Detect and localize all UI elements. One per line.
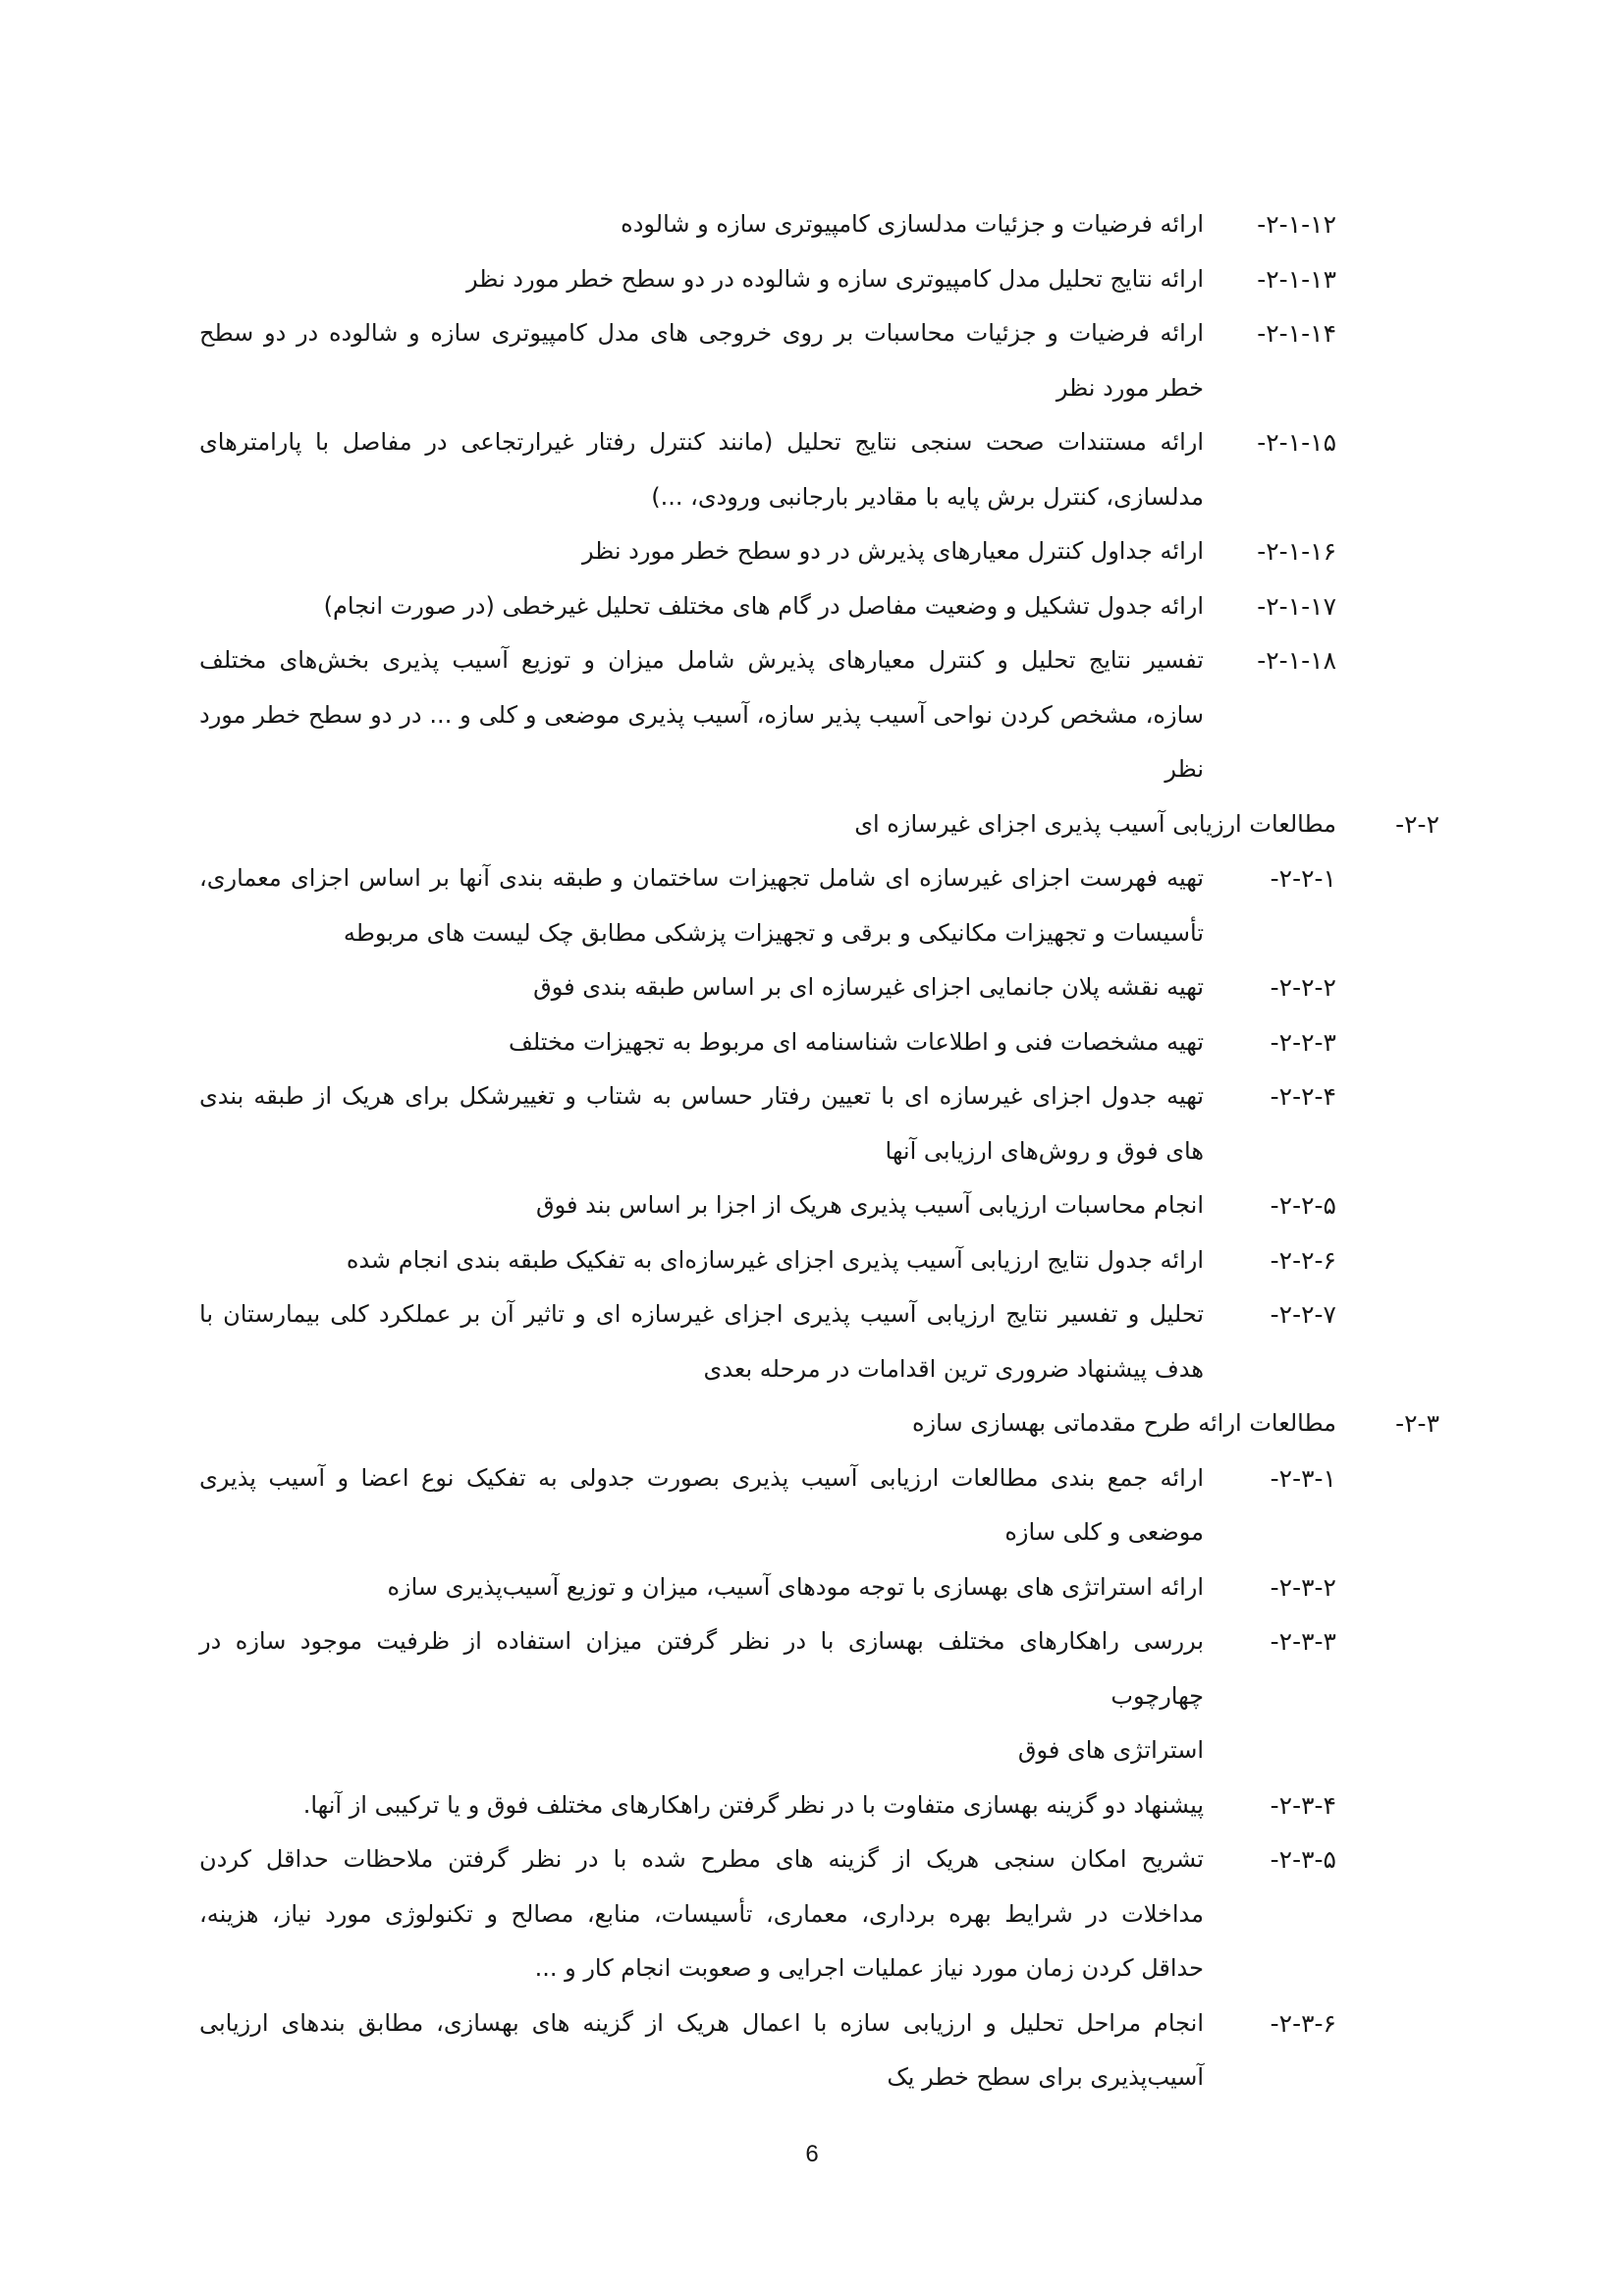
item-number: -۲-۲ xyxy=(1395,809,1439,839)
list-item xyxy=(0,1287,1624,1396)
text-line: تحلیل و تفسیر نتایج ارزیابی آسیب پذیری اجزای غیرسازه ای و تاثیر آن بر عملکرد کلی بیمارستان با xyxy=(199,1300,1204,1328)
list-item xyxy=(0,1451,1624,1560)
text-line: مطالعات ارائه طرح مقدماتی بهسازی سازه xyxy=(912,1409,1336,1437)
item-number: -۲-۳ xyxy=(1395,1409,1439,1438)
item-number: -۲-۲-۶ xyxy=(1270,1245,1336,1275)
item-text xyxy=(199,851,1204,960)
item-number: -۲-۲-۵ xyxy=(1270,1191,1336,1220)
item-text xyxy=(199,1560,1204,1615)
list-item xyxy=(0,524,1624,579)
text-line: انجام مراحل تحلیل و ارزیابی سازه با اعمال هریک از گزینه های بهسازی، مطابق بندهای ارزیابی xyxy=(199,2008,1204,2037)
text-line: مطالعات ارزیابی آسیب پذیری اجزای غیرسازه ای xyxy=(854,809,1336,838)
item-text xyxy=(199,1287,1204,1396)
text-line: ارائه فرضیات و جزئیات محاسبات بر روی خروجی های مدل کامپیوتری سازه و شالوده در دو سطح xyxy=(199,319,1204,347)
text-line: ارائه نتایج تحلیل مدل کامپیوتری سازه و شالوده در دو سطح خطر مورد نظر xyxy=(466,264,1204,293)
list-item xyxy=(0,1178,1624,1233)
text-line: انجام محاسبات ارزیابی آسیب پذیری هریک از اجزا بر اساس بند فوق xyxy=(536,1191,1204,1219)
item-text xyxy=(199,1069,1204,1178)
list-item xyxy=(0,197,1624,252)
list-item xyxy=(0,1560,1624,1615)
list-item xyxy=(0,1778,1624,1833)
text-line: تهیه جدول اجزای غیرسازه ای با تعیین رفتار حساس به شتاب و تغییرشکل برای هریک از طبقه بندی xyxy=(199,1082,1204,1110)
list-item xyxy=(0,415,1624,524)
list-item xyxy=(0,1069,1624,1178)
item-number: -۲-۱-۱۷ xyxy=(1257,591,1336,621)
text-line: آسیب‌پذیری برای سطح خطر یک xyxy=(887,2063,1204,2091)
list-item xyxy=(0,306,1624,415)
text-line: تهیه مشخصات فنی و اطلاعات شناسنامه ای مربوط به تجهیزات مختلف xyxy=(508,1027,1204,1056)
item-number: -۲-۲-۷ xyxy=(1270,1300,1336,1329)
item-text xyxy=(199,1614,1204,1778)
text-line: حداقل کردن زمان مورد نیاز عملیات اجرایی و صعوبت انجام کار و ... xyxy=(534,1954,1204,1982)
item-text xyxy=(199,1015,1204,1070)
item-number: -۲-۳-۴ xyxy=(1270,1790,1336,1820)
item-number: -۲-۱-۱۸ xyxy=(1257,646,1336,675)
list-item xyxy=(0,579,1624,634)
list-item xyxy=(0,960,1624,1015)
item-number: -۲-۱-۱۴ xyxy=(1257,319,1336,348)
text-line: ارائه استراتژی های بهسازی با توجه مودهای آسیب، میزان و توزیع آسیب‌پذیری سازه xyxy=(387,1572,1204,1601)
text-line: ارائه فرضیات و جزئیات مدلسازی کامپیوتری سازه و شالوده xyxy=(621,210,1204,238)
item-number: -۲-۲-۴ xyxy=(1270,1082,1336,1111)
text-line: تهیه نقشه پلان جانمایی اجزای غیرسازه ای بر اساس طبقه بندی فوق xyxy=(533,973,1204,1001)
item-text xyxy=(199,524,1204,579)
text-line: ارائه جداول کنترل معیارهای پذیرش در دو سطح خطر مورد نظر xyxy=(581,537,1204,565)
text-line: تشریح امکان سنجی هریک از گزینه های مطرح شده با در نظر گرفتن ملاحظات حداقل کردن xyxy=(199,1845,1204,1873)
item-number: -۲-۲-۲ xyxy=(1270,973,1336,1002)
item-number: -۲-۳-۵ xyxy=(1270,1845,1336,1874)
text-line: خطر مورد نظر xyxy=(1056,373,1204,402)
list-item xyxy=(0,252,1624,307)
text-line: موضعی و کلی سازه xyxy=(1004,1518,1204,1546)
text-line: ارائه جدول نتایج ارزیابی آسیب پذیری اجزای غیرسازه‌ای به تفکیک طبقه بندی انجام شده xyxy=(346,1245,1204,1274)
item-text xyxy=(199,579,1204,634)
section-heading xyxy=(0,1396,1624,1451)
list-item xyxy=(0,1233,1624,1288)
text-line: پیشنهاد دو گزینه بهسازی متفاوت با در نظر گرفتن راهکارهای مختلف فوق و یا ترکیبی از آنها. xyxy=(302,1790,1204,1819)
item-text xyxy=(199,415,1204,524)
item-text xyxy=(199,1178,1204,1233)
text-line: نظر xyxy=(1164,755,1204,783)
list-item xyxy=(0,1832,1624,1996)
text-line: مدلسازی، کنترل برش پایه با مقادیر بارجانبی ورودی، ...) xyxy=(651,482,1204,511)
item-text xyxy=(199,1233,1204,1288)
section-heading xyxy=(0,797,1624,852)
item-text xyxy=(199,960,1204,1015)
item-text xyxy=(199,797,1336,852)
text-line: تأسیسات و تجهیزات مکانیکی و برقی و تجهیزات پزشکی مطابق چک لیست های مربوطه xyxy=(343,918,1204,947)
list-item xyxy=(0,1614,1624,1778)
item-number: -۲-۱-۱۶ xyxy=(1257,537,1336,566)
text-line: های فوق و روش‌های ارزیابی آنها xyxy=(885,1136,1204,1165)
item-text xyxy=(199,1996,1204,2105)
item-number: -۲-۳-۶ xyxy=(1270,2008,1336,2038)
item-number: -۲-۳-۱ xyxy=(1270,1463,1336,1493)
item-text xyxy=(199,633,1204,797)
list-item xyxy=(0,1996,1624,2105)
list-item xyxy=(0,851,1624,960)
list-item xyxy=(0,633,1624,797)
item-number: -۲-۳-۲ xyxy=(1270,1572,1336,1602)
page-number: 6 xyxy=(805,2141,819,2167)
item-text xyxy=(199,1396,1336,1451)
item-text xyxy=(199,197,1204,252)
text-line: ارائه مستندات صحت سنجی نتایج تحلیل (مانند کنترل رفتار غیرارتجاعی در مفاصل با پارامترهای xyxy=(199,428,1204,456)
item-number: -۲-۱-۱۵ xyxy=(1257,428,1336,457)
item-number: -۲-۲-۱ xyxy=(1270,864,1336,893)
item-text xyxy=(199,306,1204,415)
item-text xyxy=(199,1832,1204,1996)
item-number: -۲-۱-۱۲ xyxy=(1257,210,1336,239)
text-line: تهیه فهرست اجزای غیرسازه ای شامل تجهیزات ساختمان و طبقه بندی آنها بر اساس اجزای معماری، xyxy=(199,864,1204,892)
item-text xyxy=(199,252,1204,307)
list-item xyxy=(0,1015,1624,1070)
text-line: هدف پیشنهاد ضروری ترین اقدامات در مرحله بعدی xyxy=(703,1354,1204,1383)
item-number: -۲-۱-۱۳ xyxy=(1257,264,1336,294)
text-line: تفسیر نتایج تحلیل و کنترل معیارهای پذیرش شامل میزان و توزیع آسیب پذیری بخش‌های مختلف xyxy=(199,646,1204,674)
item-text xyxy=(199,1451,1204,1560)
text-line: سازه، مشخص کردن نواحی آسیب پذیر سازه، آسیب پذیری موضعی و کلی و ... در دو سطح خطر مورد xyxy=(199,700,1204,729)
document-body xyxy=(0,197,1624,2105)
item-number: -۲-۲-۳ xyxy=(1270,1027,1336,1057)
item-number: -۲-۳-۳ xyxy=(1270,1627,1336,1656)
text-line: ارائه جمع بندی مطالعات ارزیابی آسیب پذیری بصورت جدولی به تفکیک نوع اعضا و آسیب پذیری xyxy=(199,1463,1204,1492)
text-line: ارائه جدول تشکیل و وضعیت مفاصل در گام های مختلف تحلیل غیرخطی (در صورت انجام) xyxy=(323,591,1204,620)
text-line: بررسی راهکارهای مختلف بهسازی با در نظر گرفتن میزان استفاده از ظرفیت موجود سازه در چهارچوب xyxy=(199,1627,1204,1710)
text-line: مداخلات در شرایط بهره برداری، معماری، تأسیسات، منابع، مصالح و تکنولوژی مورد نیاز، هزینه، xyxy=(199,1899,1204,1928)
text-line: استراتژی های فوق xyxy=(1017,1736,1204,1764)
item-text xyxy=(199,1778,1204,1833)
